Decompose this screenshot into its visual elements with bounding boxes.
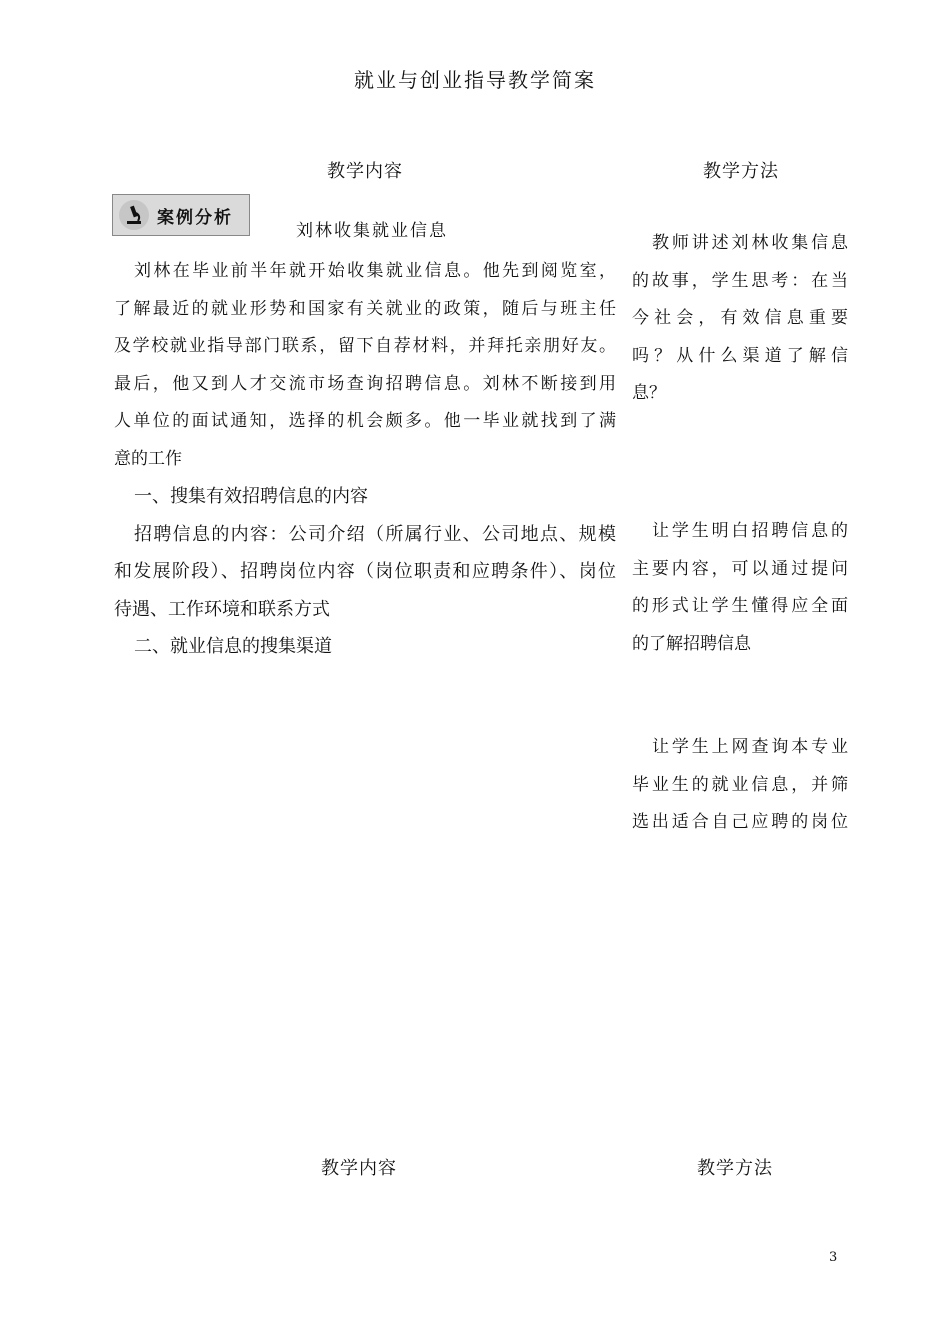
case-line: 了解最近的就业形势和国家有关就业的政策，随后与班主任 — [114, 298, 616, 319]
case-line: 意的工作 — [114, 448, 182, 469]
section-heading: 一、搜集有效招聘信息的内容 — [134, 486, 368, 507]
case-title: 刘林收集就业信息 — [296, 221, 448, 241]
method-note: 教师讲述刘林收集信息 的故事，学生思考：在当 今社会，有效信息重要 吗？从什么渠道了解信 息？ — [632, 233, 848, 403]
content-column-header: 教学内容 — [321, 1158, 397, 1179]
badge-label: 案例分析 — [157, 207, 233, 228]
document-title: 就业与创业指导教学简案 — [354, 68, 596, 92]
method-column-header: 教学方法 — [703, 161, 779, 182]
section-line: 招聘信息的内容：公司介绍（所属行业、公司地点、规模 — [134, 523, 616, 545]
method-note: 让学生明白招聘信息的 主要内容，可以通过提问 的形式让学生懂得应全面 的了解招聘信息 — [632, 521, 848, 654]
case-line: 刘林在毕业前半年就开始收集就业信息。他先到阅览室， — [134, 261, 616, 281]
case-line: 人单位的面试通知，选择的机会颇多。他一毕业就找到了满 — [114, 411, 616, 431]
case-line: 最后，他又到人才交流市场查询招聘信息。刘林不断接到用 — [114, 373, 616, 394]
content-column-header: 教学内容 — [327, 161, 403, 182]
case-analysis-badge — [112, 194, 250, 236]
content-column — [114, 253, 616, 666]
method-note: 让学生上网查询本专业 毕业生的就业信息，并筛 选出适合自己应聘的岗位 — [632, 737, 848, 832]
section-line: 和发展阶段）、招聘岗位内容（岗位职责和应聘条件）、岗位 — [114, 561, 616, 582]
page-number: 3 — [829, 1250, 838, 1265]
case-line: 及学校就业指导部门联系，留下自荐材料，并拜托亲朋好友。 — [114, 336, 616, 356]
section-line: 待遇、工作环境和联系方式 — [114, 598, 330, 620]
section-heading: 二、就业信息的搜集渠道 — [134, 636, 332, 657]
method-column-header: 教学方法 — [697, 1158, 773, 1179]
microscope-icon — [119, 200, 149, 230]
